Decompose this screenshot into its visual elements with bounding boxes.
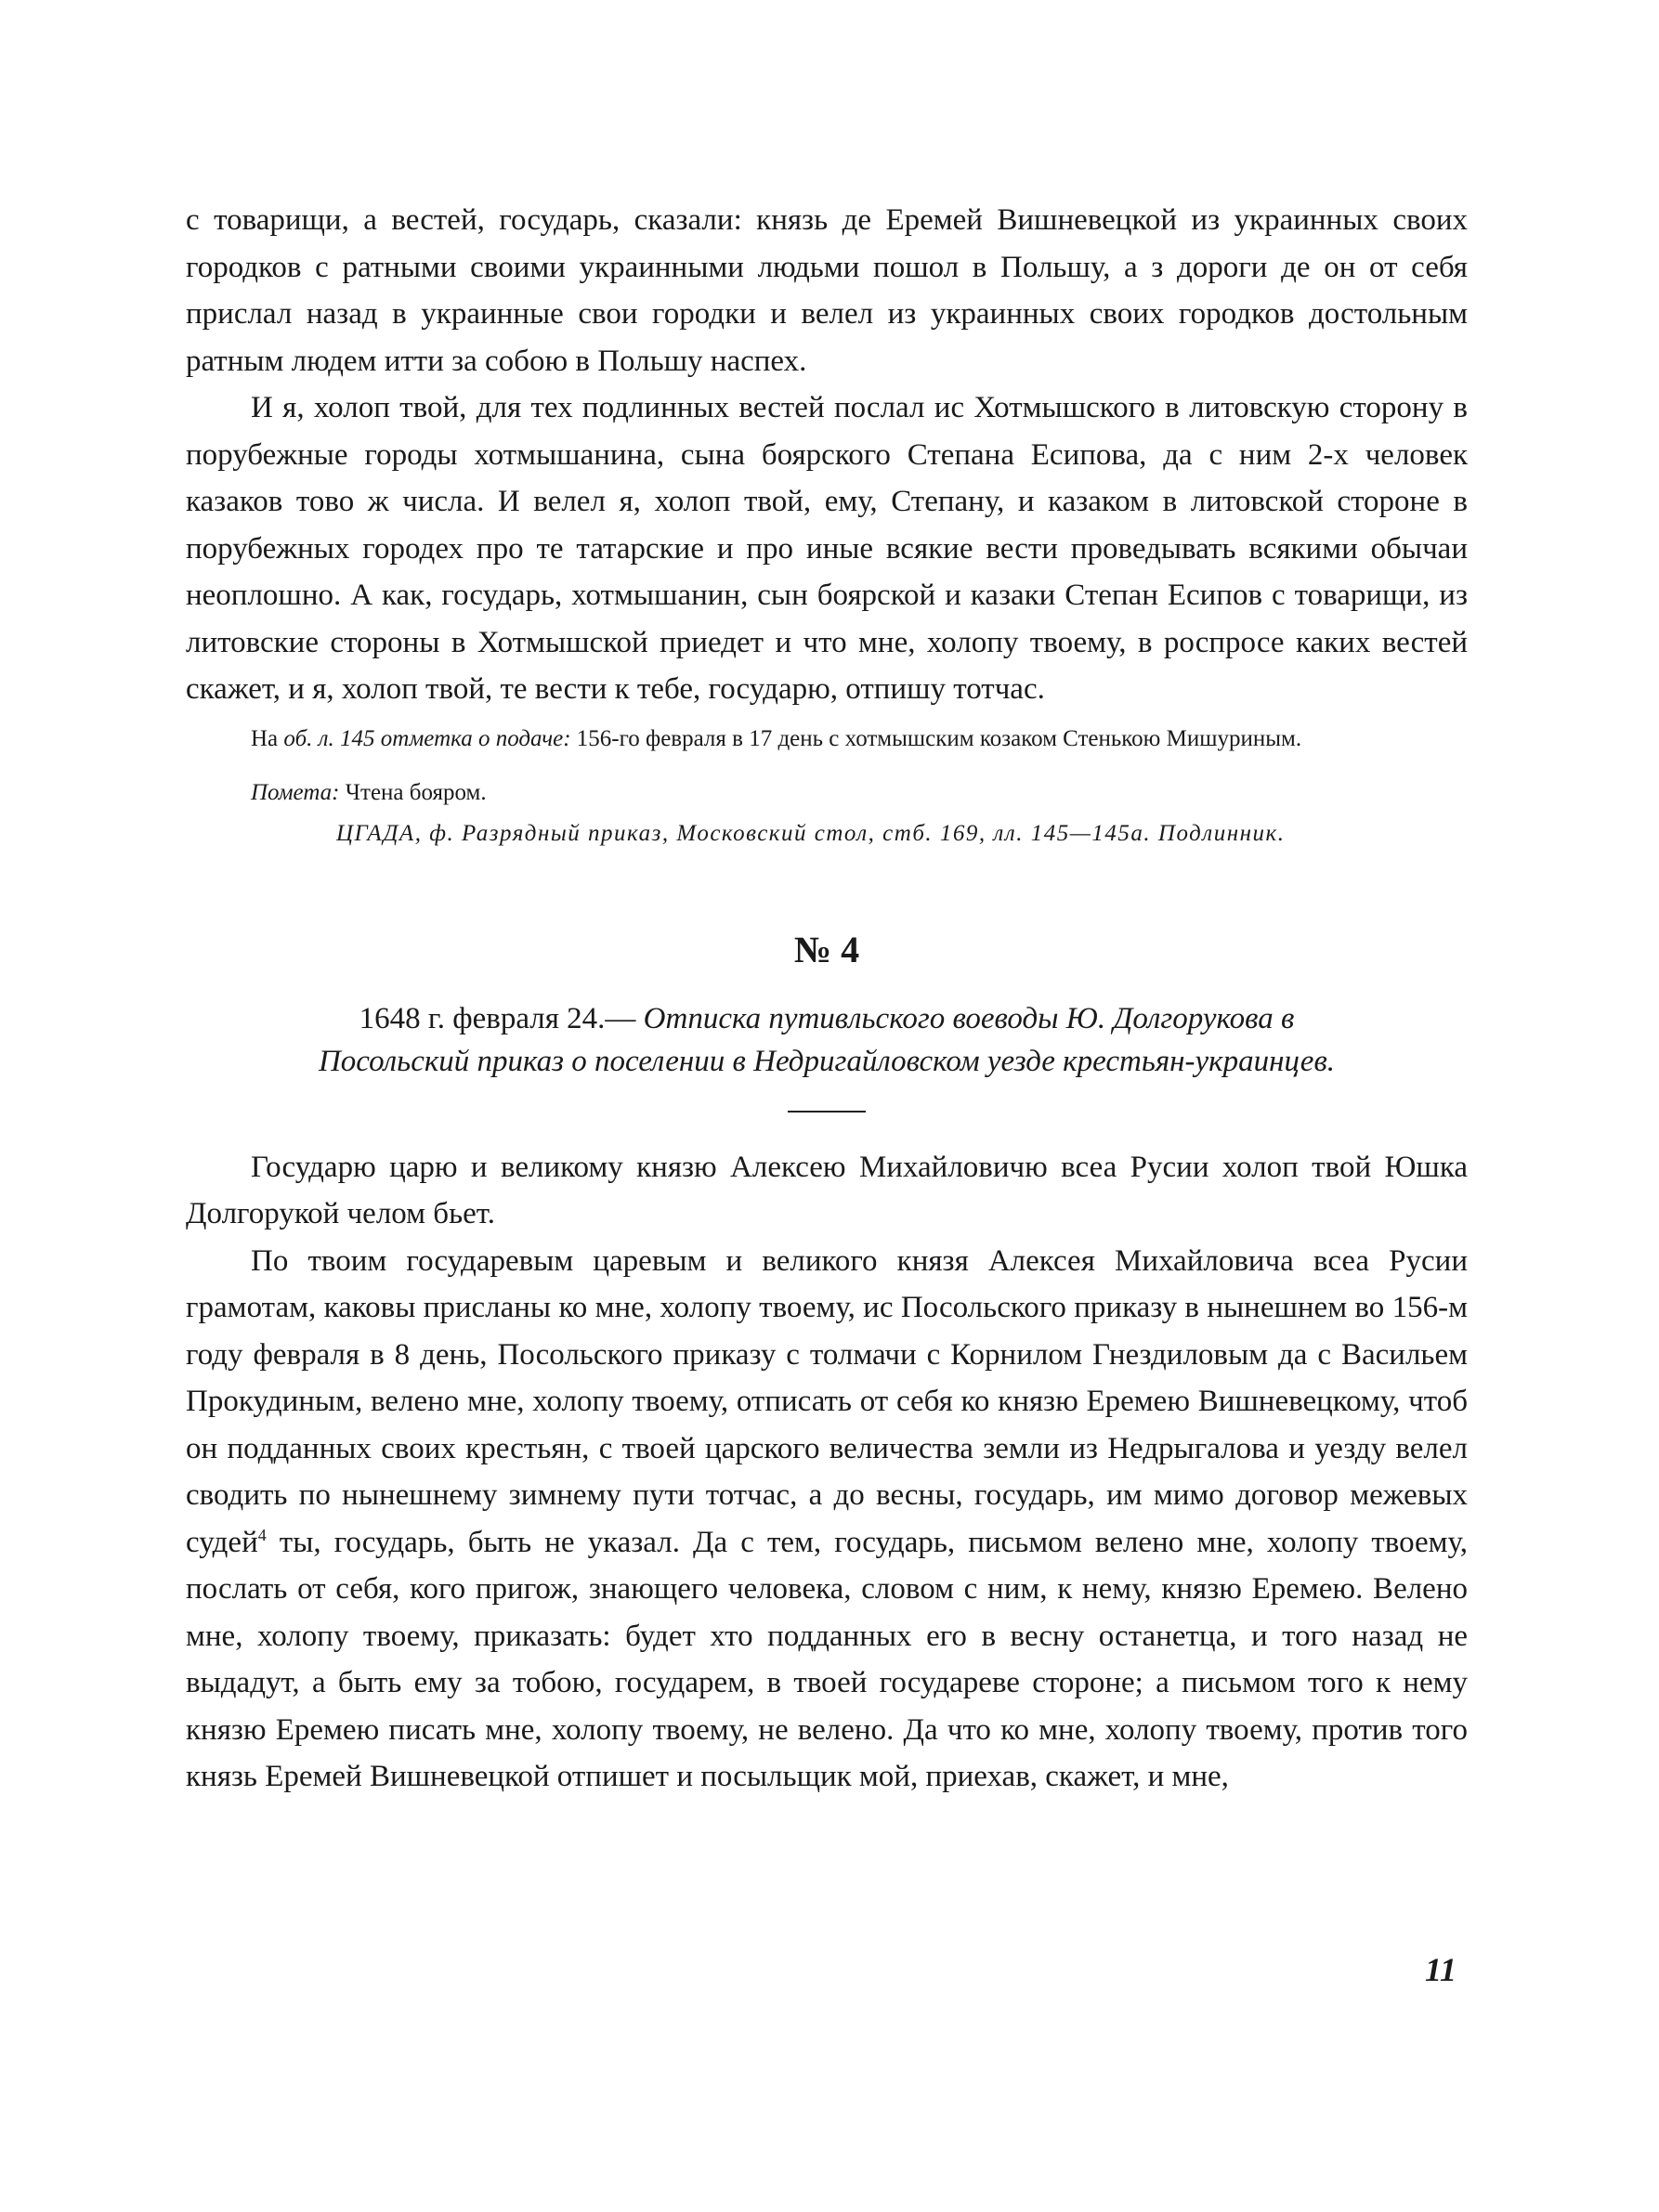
heading-divider [788,1111,866,1113]
paragraph-main-text: По твоим государевым царевым и великого князя Алексея Михайловича всеа Русии грамотам, каковы присланы ко мне, холопу твоему, ис Посольского приказу в нынешнем во 156-м году февраля в 8 день, Посольского приказу с толмачи с Корнилом Гнездиловым да с Васильем Прокудиным, велено мне, холопу твоему, отписать от себя ко князю Еремею Вишневецкому, чтоб он подданных своих крестьян, с твоей царского величества земли из Недрыгалова и уезду велел сводить по нынешнему зимнему пути тотчас, а до весны, государь, им мимо договор межевых судей [186,1243,1468,1559]
paragraph-scouts: И я, холоп твой, для тех подлинных вестей послал ис Хотмышского в литовскую сторону в порубежные городы хотмышанина, сына боярского Степана Есипова, да с ним 2-х человек казаков тово ж числа. И велел я, холоп твой, ему, Степану, и казаком в литовской стороне в порубежных городех про те татарские и про иные всякие вести проведывать всякими обычаи неоплошно. А как, государь, хотмышанин, сын боярской и казаки Степан Есипов с товарищи, из литовские стороны в Хотмышской приедет и что мне, холопу твоему, в роспросе каких вестей скажет, и я, холоп твой, те вести к тебе, государю, отпишу тотчас. [186,391,1468,706]
document-number: № 4 [793,928,860,970]
paragraph-continued: с товарищи, а вестей, государь, сказали: князь де Еремей Вишневецкой из украинных своих городков с ратными своими украинными людьми пошол в Польшу, а з дороги де он от себя прислал назад в украинные свои городки и велел из украинных своих городков достольным ратным людем итти за собою в Польшу наспех. [186,203,1468,378]
page-number: 11 [1424,1951,1457,1988]
footnote-marker: 4 [257,1525,267,1544]
submission-note [186,722,1468,756]
pometa-text: Чтена бояром. [345,779,487,805]
paragraph-main-continuation: ты, государь, быть не указал. Да с тем, государь, письмом велено мне, холопу твоему, послать от себя, кого пригож, знающего человека, словом с ним, к нему, князю Еремею. Велено мне, холопу твоему, приказать: будет хто подданных его в весну останетца, и того назад не выдадут, а быть ему за тобою, государем, в твоей государеве стороне; а письмом того к нему князю Еремею писать мне, холопу твоему, не велено. Да что ко мне, холопу твоему, против того князь Еремей Вишневецкой отпишет и посыльщик мой, приехав, скажет, и мне, [186,1525,1468,1793]
pometa-line [186,776,1468,810]
document-heading [283,997,1370,1083]
paragraph-salutation: Государю царю и великому князю Алексею Михайловичю всеа Русии холоп твой Юшка Долгорукой челом бьет. [186,1150,1468,1230]
paragraph-main [186,1238,1468,1801]
pometa-label: Помета: [251,779,340,805]
note-italic: об. л. 145 отметка о подаче: [283,725,571,751]
page-content [186,197,1468,1801]
document-title: Отписка путивльского воеводы Ю. Долгорукова в Посольский приказ о поселении в Недригайловском уезде крестьян-украинцев. [318,1001,1336,1078]
note-prefix: На [251,725,279,751]
document-date: 1648 г. февраля 24.— [359,1001,636,1035]
note-text: 156-го февраля в 17 день с хотмышским козаком Стенькою Мишуриным. [576,725,1302,751]
archive-reference: ЦГАДА, ф. Разрядный приказ, Московский стол, стб. 169, лл. 145—145а. Подлинник. [336,820,1286,846]
